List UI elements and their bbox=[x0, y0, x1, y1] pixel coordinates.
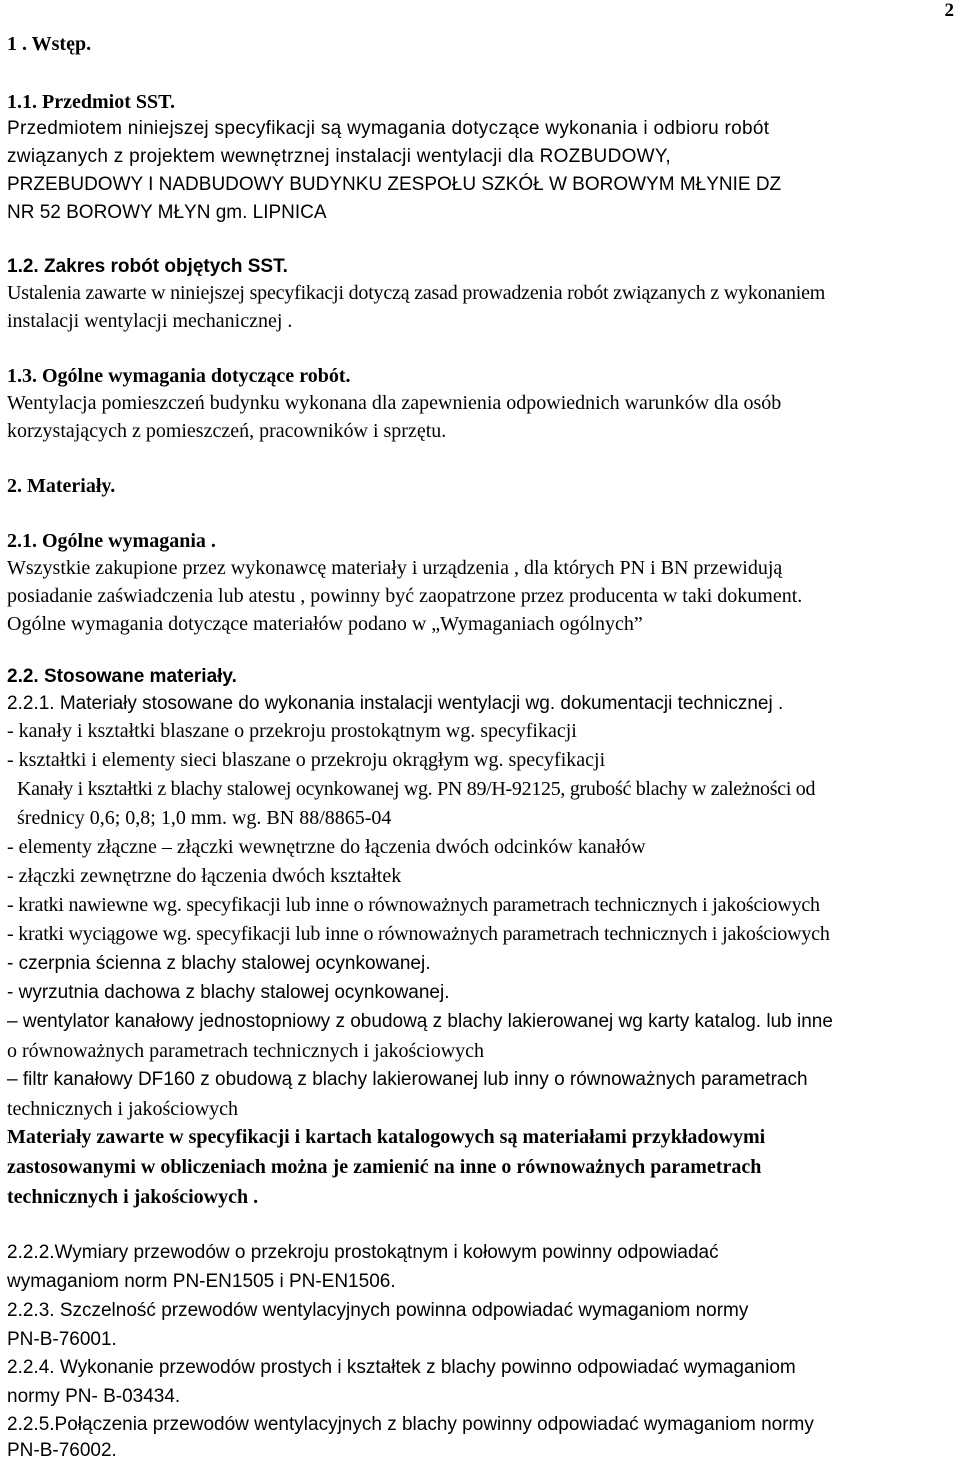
item-2-2-4: 2.2.4. Wykonanie przewodów prostych i kształtek z blachy powinno odpowiadać wymaganiom bbox=[7, 1357, 796, 1378]
item-2-2-4-cont: normy PN- B-03434. bbox=[7, 1386, 181, 1407]
list-item: - czerpnia ścienna z blachy stalowej ocynkowanej. bbox=[7, 953, 431, 974]
paragraph-line: związanych z projektem wewnętrznej instalacji wentylacji dla ROZBUDOWY, bbox=[7, 146, 672, 167]
heading-2-1: 2.1. Ogólne wymagania . bbox=[7, 530, 216, 552]
list-item: Kanały i kształtki z blachy stalowej ocynkowanej wg. PN 89/H-92125, grubość blachy w zależności od bbox=[17, 778, 816, 800]
list-item: - elementy złączne – złączki wewnętrzne do łączenia dwóch odcinków kanałów bbox=[7, 836, 646, 858]
paragraph-line: Przedmiotem niniejszej specyfikacji są wymagania dotyczące wykonania i odbioru robót bbox=[7, 118, 770, 139]
bold-note-line: zastosowanymi w obliczeniach można je zamienić na inne o równoważnych parametrach bbox=[7, 1156, 762, 1178]
paragraph-line: posiadanie zaświadczenia lub atestu , powinny być zaopatrzone przez producenta w taki dokument. bbox=[7, 585, 803, 607]
item-2-2-2: 2.2.2.Wymiary przewodów o przekroju prostokątnym i kołowym powinny odpowiadać bbox=[7, 1242, 719, 1263]
paragraph-line: NR 52 BOROWY MŁYN gm. LIPNICA bbox=[7, 202, 327, 223]
list-item: - kratki wyciągowe wg. specyfikacji lub inne o równoważnych parametrach technicznych i jakościowych bbox=[7, 923, 830, 945]
item-2-2-5: 2.2.5.Połączenia przewodów wentylacyjnych z blachy powinny odpowiadać wymaganiom normy bbox=[7, 1414, 814, 1435]
paragraph-line: PRZEBUDOWY I NADBUDOWY BUDYNKU ZESPOŁU SZKÓŁ W BOROWYM MŁYNIE DZ bbox=[7, 174, 782, 195]
paragraph-line: instalacji wentylacji mechanicznej . bbox=[7, 310, 293, 332]
paragraph-line: Ustalenia zawarte w niniejszej specyfikacji dotyczą zasad prowadzenia robót związanych z wykonaniem bbox=[7, 282, 826, 304]
item-2-2-1: 2.2.1. Materiały stosowane do wykonania instalacji wentylacji wg. dokumentacji technicznej . bbox=[7, 693, 784, 714]
bold-note-line: technicznych i jakościowych . bbox=[7, 1186, 259, 1208]
item-2-2-3: 2.2.3. Szczelność przewodów wentylacyjnych powinna odpowiadać wymaganiom normy bbox=[7, 1300, 749, 1321]
list-item: – filtr kanałowy DF160 z obudową z blachy lakierowanej lub inny o równoważnych parametrach bbox=[7, 1069, 808, 1090]
heading-1: 1 . Wstęp. bbox=[7, 33, 92, 55]
list-item-continuation: technicznych i jakościowych bbox=[7, 1098, 239, 1120]
list-item: - kształtki i elementy sieci blaszane o przekroju okrągłym wg. specyfikacji bbox=[7, 749, 606, 771]
item-2-2-2-cont: wymaganiom norm PN-EN1505 i PN-EN1506. bbox=[7, 1271, 396, 1292]
paragraph-line: Ogólne wymagania dotyczące materiałów podano w „Wymaganiach ogólnych” bbox=[7, 613, 643, 635]
heading-1-2: 1.2. Zakres robót objętych SST. bbox=[7, 256, 288, 277]
bold-note-line: Materiały zawarte w specyfikacji i kartach katalogowych są materiałami przykładowymi bbox=[7, 1126, 766, 1148]
list-item: - kanały i kształtki blaszane o przekroju prostokątnym wg. specyfikacji bbox=[7, 720, 577, 742]
list-item: – wentylator kanałowy jednostopniowy z obudową z blachy lakierowanej wg karty katalog. lub inne bbox=[7, 1011, 833, 1032]
list-item: - wyrzutnia dachowa z blachy stalowej ocynkowanej. bbox=[7, 982, 450, 1003]
item-2-2-3-cont: PN-B-76001. bbox=[7, 1329, 117, 1350]
list-item-continuation: o równoważnych parametrach technicznych i jakościowych bbox=[7, 1040, 485, 1062]
list-item: - kratki nawiewne wg. specyfikacji lub inne o równoważnych parametrach technicznych i jakościowych bbox=[7, 894, 820, 916]
list-item: średnicy 0,6; 0,8; 1,0 mm. wg. BN 88/8865-04 bbox=[17, 807, 392, 829]
heading-2-2: 2.2. Stosowane materiały. bbox=[7, 666, 237, 687]
paragraph-line: Wentylacja pomieszczeń budynku wykonana dla zapewnienia odpowiednich warunków dla osób bbox=[7, 392, 782, 414]
heading-1-1: 1.1. Przedmiot SST. bbox=[7, 91, 175, 113]
paragraph-line: Wszystkie zakupione przez wykonawcę materiały i urządzenia , dla których PN i BN przewidują bbox=[7, 557, 783, 579]
paragraph-line: korzystających z pomieszczeń, pracowników i sprzętu. bbox=[7, 420, 447, 442]
item-2-2-5-cont: PN-B-76002. bbox=[7, 1440, 117, 1461]
heading-1-3: 1.3. Ogólne wymagania dotyczące robót. bbox=[7, 365, 351, 387]
heading-2: 2. Materiały. bbox=[7, 475, 116, 497]
page-number: 2 bbox=[944, 0, 954, 21]
list-item: - złączki zewnętrzne do łączenia dwóch kształtek bbox=[7, 865, 402, 887]
